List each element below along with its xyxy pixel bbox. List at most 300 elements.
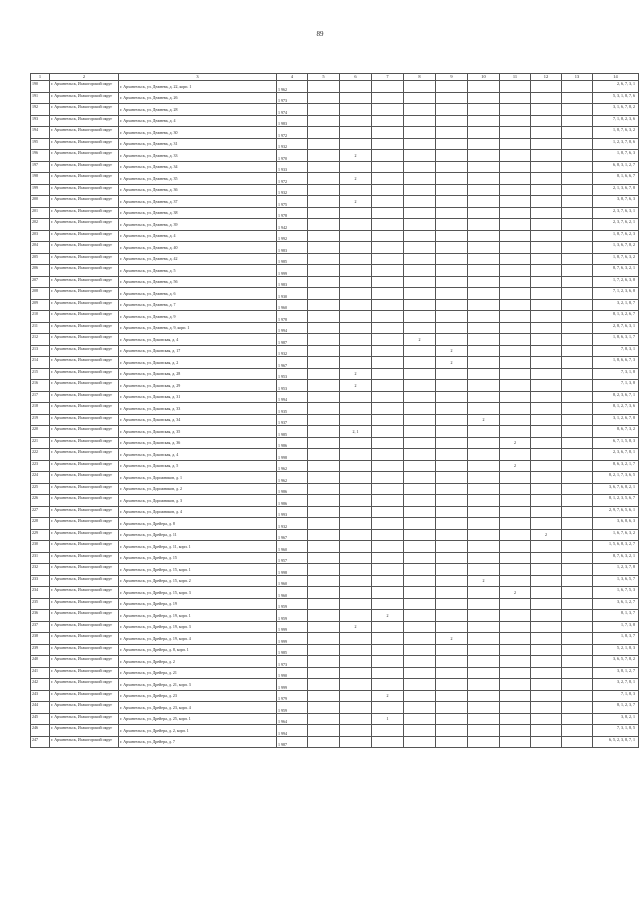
mark-cell-11	[500, 242, 531, 254]
mark-cell-10	[468, 552, 500, 564]
mark-cell-10	[468, 449, 500, 461]
mark-cell-6	[340, 207, 372, 219]
mark-cell-13	[562, 621, 593, 633]
mark-cell-9	[436, 736, 468, 748]
mark-cell-13	[562, 575, 593, 587]
row-number: 232	[31, 564, 50, 576]
mark-cell-9	[436, 288, 468, 300]
table-row	[31, 656, 639, 668]
address-cell: г. Архангельск, ул. Дежнева, д. 28	[119, 104, 277, 116]
table-row	[31, 679, 639, 691]
mark-cell-9: 2	[436, 345, 468, 357]
table-row	[31, 276, 639, 288]
year-cell: 1 999	[277, 265, 308, 277]
mark-cell-8	[404, 161, 436, 173]
mark-cell-13	[562, 506, 593, 518]
mark-cell-5	[308, 564, 340, 576]
mark-cell-8	[404, 483, 436, 495]
address-cell: г. Архангельск, ул. Дорожников, д. 4	[119, 506, 277, 518]
mark-cell-6	[340, 460, 372, 472]
mark-cell-5	[308, 345, 340, 357]
mark-cell-13	[562, 736, 593, 748]
mark-cell-9	[436, 391, 468, 403]
mark-cell-7: 1	[372, 713, 404, 725]
mark-cell-8	[404, 598, 436, 610]
district-cell: г. Архангельск, Исакогорский округ	[50, 104, 119, 116]
district-cell: г. Архангельск, Исакогорский округ	[50, 564, 119, 576]
table-row	[31, 104, 639, 116]
codes-cell: 1, 8, 7, 6, 3	[593, 150, 639, 162]
mark-cell-13	[562, 679, 593, 691]
row-number: 224	[31, 472, 50, 484]
mark-cell-11	[500, 713, 531, 725]
mark-cell-6	[340, 81, 372, 93]
mark-cell-7	[372, 575, 404, 587]
mark-cell-8	[404, 552, 436, 564]
year-cell: 1 933	[277, 161, 308, 173]
mark-cell-8	[404, 690, 436, 702]
year-cell: 1 992	[277, 230, 308, 242]
mark-cell-8	[404, 564, 436, 576]
mark-cell-6	[340, 414, 372, 426]
codes-cell: 1, 7, 3, 8	[593, 621, 639, 633]
mark-cell-13	[562, 311, 593, 323]
mark-cell-11	[500, 667, 531, 679]
mark-cell-13	[562, 667, 593, 679]
mark-cell-13	[562, 403, 593, 415]
mark-cell-8	[404, 184, 436, 196]
mark-cell-13	[562, 644, 593, 656]
mark-cell-9	[436, 265, 468, 277]
mark-cell-11	[500, 506, 531, 518]
mark-cell-7	[372, 437, 404, 449]
district-cell: г. Архангельск, Исакогорский округ	[50, 495, 119, 507]
table-row	[31, 345, 639, 357]
address-cell: г. Архангельск, ул. Доковская, д. 29	[119, 380, 277, 392]
district-cell: г. Архангельск, Исакогорский округ	[50, 138, 119, 150]
mark-cell-7	[372, 644, 404, 656]
mark-cell-12	[531, 679, 562, 691]
mark-cell-13	[562, 460, 593, 472]
table-row	[31, 403, 639, 415]
mark-cell-13	[562, 702, 593, 714]
mark-cell-10	[468, 276, 500, 288]
mark-cell-10	[468, 483, 500, 495]
mark-cell-6	[340, 357, 372, 369]
mark-cell-11	[500, 656, 531, 668]
row-number: 244	[31, 702, 50, 714]
mark-cell-6	[340, 518, 372, 530]
address-cell: г. Архангельск, ул. Дежнева, д. 26	[119, 92, 277, 104]
row-number: 231	[31, 552, 50, 564]
district-cell: г. Архангельск, Исакогорский округ	[50, 288, 119, 300]
row-number: 241	[31, 667, 50, 679]
mark-cell-9	[436, 679, 468, 691]
mark-cell-10	[468, 702, 500, 714]
mark-cell-7	[372, 127, 404, 139]
mark-cell-10	[468, 736, 500, 748]
mark-cell-6	[340, 575, 372, 587]
row-number: 204	[31, 242, 50, 254]
mark-cell-8	[404, 541, 436, 553]
table-row	[31, 311, 639, 323]
address-cell: г. Архангельск, ул. Дежнева, д. 39	[119, 219, 277, 231]
mark-cell-12	[531, 667, 562, 679]
column-header: 10	[468, 74, 500, 81]
mark-cell-5	[308, 437, 340, 449]
mark-cell-6	[340, 702, 372, 714]
district-cell: г. Архангельск, Исакогорский округ	[50, 575, 119, 587]
row-number: 227	[31, 506, 50, 518]
mark-cell-11	[500, 426, 531, 438]
district-cell: г. Архангельск, Исакогорский округ	[50, 322, 119, 334]
mark-cell-9	[436, 115, 468, 127]
table-row	[31, 138, 639, 150]
address-cell: г. Архангельск, ул. Дрейера, д. 15, корп. 3	[119, 587, 277, 599]
mark-cell-7	[372, 265, 404, 277]
mark-cell-5	[308, 518, 340, 530]
mark-cell-5	[308, 196, 340, 208]
address-cell: г. Архангельск, ул. Дрейера, д. 23	[119, 690, 277, 702]
row-number: 201	[31, 207, 50, 219]
mark-cell-5	[308, 81, 340, 93]
address-cell: г. Архангельск, ул. Дежнева, д. 30	[119, 127, 277, 139]
mark-cell-5	[308, 506, 340, 518]
mark-cell-5	[308, 667, 340, 679]
row-number: 190	[31, 81, 50, 93]
mark-cell-10	[468, 380, 500, 392]
year-cell: 1 972	[277, 173, 308, 185]
row-number: 214	[31, 357, 50, 369]
mark-cell-13	[562, 713, 593, 725]
mark-cell-11	[500, 196, 531, 208]
table-row	[31, 725, 639, 737]
mark-cell-10	[468, 644, 500, 656]
mark-cell-7	[372, 311, 404, 323]
address-cell: г. Архангельск, ул. Доковская, д. 31	[119, 391, 277, 403]
table-row	[31, 196, 639, 208]
year-cell: 1 978	[277, 207, 308, 219]
mark-cell-6	[340, 288, 372, 300]
column-header: 6	[340, 74, 372, 81]
mark-cell-12	[531, 610, 562, 622]
district-cell: г. Архангельск, Исакогорский округ	[50, 633, 119, 645]
table-row	[31, 150, 639, 162]
mark-cell-12	[531, 161, 562, 173]
address-cell: г. Архангельск, ул. Дежнева, д. 42	[119, 253, 277, 265]
mark-cell-8	[404, 196, 436, 208]
mark-cell-10	[468, 403, 500, 415]
year-cell: 1 932	[277, 138, 308, 150]
mark-cell-11	[500, 138, 531, 150]
mark-cell-13	[562, 230, 593, 242]
mark-cell-13	[562, 656, 593, 668]
mark-cell-7	[372, 242, 404, 254]
year-cell: 1 986	[277, 495, 308, 507]
address-cell: г. Архангельск, ул. Дрейера, д. 7	[119, 736, 277, 748]
year-cell: 1 959	[277, 702, 308, 714]
mark-cell-7	[372, 495, 404, 507]
year-cell: 1 983	[277, 242, 308, 254]
mark-cell-7: 2	[372, 690, 404, 702]
row-number: 242	[31, 679, 50, 691]
mark-cell-7	[372, 679, 404, 691]
mark-cell-8	[404, 518, 436, 530]
mark-cell-10	[468, 587, 500, 599]
district-cell: г. Архангельск, Исакогорский округ	[50, 253, 119, 265]
row-number: 215	[31, 368, 50, 380]
address-cell: г. Архангельск, ул. Дежнева, д. 6	[119, 288, 277, 300]
table-row	[31, 633, 639, 645]
address-cell: г. Архангельск, ул. Дежнева, д. 33	[119, 150, 277, 162]
mark-cell-5	[308, 449, 340, 461]
codes-cell: 8, 1, 2, 3, 7	[593, 702, 639, 714]
table-row	[31, 552, 639, 564]
mark-cell-9: 2	[436, 357, 468, 369]
codes-cell: 1, 8, 3, 7	[593, 633, 639, 645]
address-cell: г. Архангельск, ул. Дежнева, д. 56	[119, 276, 277, 288]
year-cell: 1 942	[277, 219, 308, 231]
mark-cell-11	[500, 736, 531, 748]
table-row	[31, 575, 639, 587]
mark-cell-6	[340, 322, 372, 334]
codes-cell: 8, 7, 6, 3, 2, 1	[593, 265, 639, 277]
column-header: 3	[119, 74, 277, 81]
row-number: 220	[31, 426, 50, 438]
mark-cell-10	[468, 368, 500, 380]
row-number: 221	[31, 437, 50, 449]
mark-cell-5	[308, 322, 340, 334]
mark-cell-12	[531, 115, 562, 127]
year-cell: 1 986	[277, 437, 308, 449]
mark-cell-8	[404, 403, 436, 415]
mark-cell-9	[436, 242, 468, 254]
table-row	[31, 184, 639, 196]
mark-cell-12	[531, 184, 562, 196]
mark-cell-12	[531, 276, 562, 288]
mark-cell-13	[562, 472, 593, 484]
mark-cell-13	[562, 587, 593, 599]
mark-cell-8	[404, 265, 436, 277]
mark-cell-8	[404, 460, 436, 472]
row-number: 246	[31, 725, 50, 737]
mark-cell-10	[468, 219, 500, 231]
district-cell: г. Архангельск, Исакогорский округ	[50, 598, 119, 610]
row-number: 197	[31, 161, 50, 173]
mark-cell-9	[436, 173, 468, 185]
mark-cell-5	[308, 621, 340, 633]
mark-cell-12	[531, 460, 562, 472]
mark-cell-13	[562, 437, 593, 449]
row-number: 218	[31, 403, 50, 415]
table-row	[31, 610, 639, 622]
mark-cell-12	[531, 219, 562, 231]
codes-cell: 7, 8, 3, 1	[593, 345, 639, 357]
mark-cell-11	[500, 380, 531, 392]
mark-cell-10	[468, 104, 500, 116]
address-cell: г. Архангельск, ул. Дрейера, д. 15, корп. 2	[119, 575, 277, 587]
mark-cell-8	[404, 173, 436, 185]
district-cell: г. Архангельск, Исакогорский округ	[50, 219, 119, 231]
mark-cell-8	[404, 679, 436, 691]
mark-cell-9	[436, 495, 468, 507]
mark-cell-12	[531, 380, 562, 392]
district-cell: г. Архангельск, Исакогорский округ	[50, 725, 119, 737]
mark-cell-7	[372, 656, 404, 668]
codes-cell: 7, 1, 3, 8	[593, 380, 639, 392]
codes-cell: 2, 6, 7, 3, 1	[593, 81, 639, 93]
mark-cell-10	[468, 725, 500, 737]
mark-cell-9: 2	[436, 633, 468, 645]
year-cell: 1 983	[277, 115, 308, 127]
table-row	[31, 426, 639, 438]
mark-cell-6	[340, 725, 372, 737]
mark-cell-5	[308, 610, 340, 622]
mark-cell-8	[404, 472, 436, 484]
mark-cell-8	[404, 288, 436, 300]
year-cell: 1 974	[277, 104, 308, 116]
district-cell: г. Архангельск, Исакогорский округ	[50, 426, 119, 438]
mark-cell-11	[500, 414, 531, 426]
mark-cell-10	[468, 610, 500, 622]
district-cell: г. Архангельск, Исакогорский округ	[50, 127, 119, 139]
district-cell: г. Архангельск, Исакогорский округ	[50, 713, 119, 725]
codes-cell: 1, 5, 6, 8, 3, 2, 7	[593, 541, 639, 553]
mark-cell-11	[500, 161, 531, 173]
mark-cell-10	[468, 81, 500, 93]
row-number: 205	[31, 253, 50, 265]
mark-cell-8	[404, 495, 436, 507]
mark-cell-12	[531, 127, 562, 139]
mark-cell-11	[500, 127, 531, 139]
mark-cell-7	[372, 219, 404, 231]
mark-cell-7	[372, 196, 404, 208]
mark-cell-9	[436, 207, 468, 219]
district-cell: г. Архангельск, Исакогорский округ	[50, 81, 119, 93]
mark-cell-13	[562, 150, 593, 162]
row-number: 219	[31, 414, 50, 426]
row-number: 207	[31, 276, 50, 288]
mark-cell-13	[562, 115, 593, 127]
year-cell: 1 983	[277, 276, 308, 288]
mark-cell-6	[340, 265, 372, 277]
mark-cell-7	[372, 449, 404, 461]
mark-cell-5	[308, 334, 340, 346]
table-row	[31, 391, 639, 403]
year-cell: 1 985	[277, 426, 308, 438]
district-cell: г. Архангельск, Исакогорский округ	[50, 368, 119, 380]
table-row	[31, 690, 639, 702]
table-row	[31, 334, 639, 346]
year-cell: 1 932	[277, 345, 308, 357]
mark-cell-13	[562, 334, 593, 346]
row-number: 191	[31, 92, 50, 104]
mark-cell-7	[372, 725, 404, 737]
mark-cell-10	[468, 426, 500, 438]
mark-cell-12	[531, 230, 562, 242]
mark-cell-12	[531, 541, 562, 553]
mark-cell-7	[372, 587, 404, 599]
mark-cell-12	[531, 357, 562, 369]
address-cell: г. Архангельск, ул. Дежнева, д. 36	[119, 184, 277, 196]
district-cell: г. Архангельск, Исакогорский округ	[50, 92, 119, 104]
row-number: 235	[31, 598, 50, 610]
mark-cell-10: 2	[468, 414, 500, 426]
mark-cell-6	[340, 449, 372, 461]
address-cell: г. Архангельск, ул. Дежнева, д. 4	[119, 115, 277, 127]
mark-cell-6	[340, 495, 372, 507]
mark-cell-7	[372, 276, 404, 288]
codes-cell: 3, 1, 6, 7, 8, 2	[593, 104, 639, 116]
codes-cell: 3, 6, 8, 6, 3	[593, 518, 639, 530]
row-number: 211	[31, 322, 50, 334]
address-cell: г. Архангельск, ул. Доковская, д. 17	[119, 345, 277, 357]
mark-cell-9	[436, 230, 468, 242]
mark-cell-12: 2	[531, 529, 562, 541]
mark-cell-11	[500, 403, 531, 415]
mark-cell-5	[308, 104, 340, 116]
mark-cell-12	[531, 725, 562, 737]
mark-cell-7	[372, 702, 404, 714]
mark-cell-12	[531, 92, 562, 104]
mark-cell-8	[404, 81, 436, 93]
table-row	[31, 265, 639, 277]
mark-cell-10	[468, 598, 500, 610]
table-row	[31, 299, 639, 311]
address-cell: г. Архангельск, ул. Дрейера, д. 21	[119, 667, 277, 679]
mark-cell-6	[340, 299, 372, 311]
mark-cell-11	[500, 311, 531, 323]
codes-cell: 8, 6, 7, 3, 2	[593, 426, 639, 438]
mark-cell-13	[562, 690, 593, 702]
mark-cell-5	[308, 598, 340, 610]
mark-cell-6	[340, 541, 372, 553]
row-number: 225	[31, 483, 50, 495]
mark-cell-13	[562, 426, 593, 438]
mark-cell-10: 2	[468, 575, 500, 587]
row-number: 195	[31, 138, 50, 150]
district-cell: г. Архангельск, Исакогорский округ	[50, 184, 119, 196]
codes-cell: 3, 6, 1, 2, 7	[593, 598, 639, 610]
year-cell: 1 932	[277, 184, 308, 196]
codes-cell: 8, 2, 3, 6, 7, 1	[593, 391, 639, 403]
mark-cell-9	[436, 621, 468, 633]
mark-cell-12	[531, 81, 562, 93]
year-cell: 1 994	[277, 322, 308, 334]
mark-cell-11	[500, 288, 531, 300]
codes-cell: 1, 8, 6, 6, 7, 3	[593, 357, 639, 369]
address-cell: г. Архангельск, ул. Дежнева, д. 22, корп. 1	[119, 81, 277, 93]
mark-cell-11	[500, 276, 531, 288]
data-table	[30, 73, 639, 748]
mark-cell-11	[500, 633, 531, 645]
year-cell: 1 973	[277, 656, 308, 668]
mark-cell-13	[562, 161, 593, 173]
address-cell: г. Архангельск, ул. Доковская, д. 4	[119, 334, 277, 346]
mark-cell-13	[562, 104, 593, 116]
mark-cell-12	[531, 288, 562, 300]
mark-cell-12	[531, 138, 562, 150]
address-cell: г. Архангельск, ул. Дрейера, д. 11, корп. 1	[119, 541, 277, 553]
mark-cell-9	[436, 575, 468, 587]
mark-cell-10	[468, 357, 500, 369]
address-cell: г. Архангельск, ул. Дрейера, д. 8, корп. 1	[119, 644, 277, 656]
mark-cell-11	[500, 150, 531, 162]
mark-cell-10	[468, 92, 500, 104]
mark-cell-6	[340, 391, 372, 403]
mark-cell-9	[436, 656, 468, 668]
mark-cell-9	[436, 311, 468, 323]
